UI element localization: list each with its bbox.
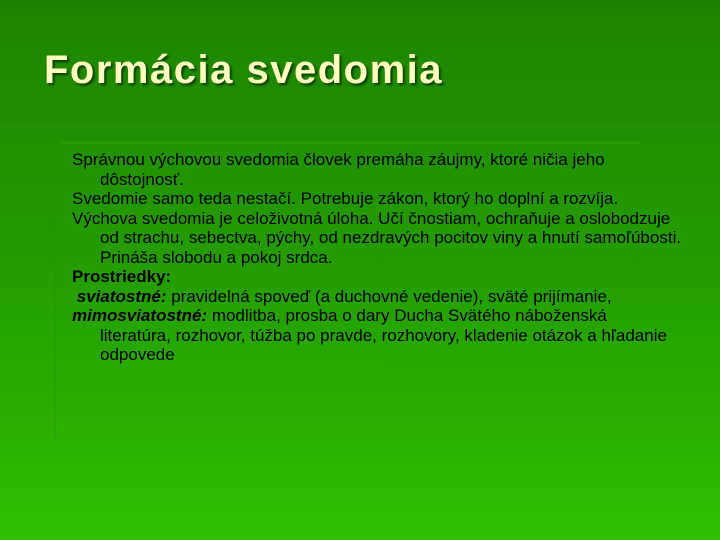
slide-title: Formácia svedomia — [44, 48, 443, 92]
means-item-sacramental — [72, 287, 682, 307]
means-item-non-sacramental — [72, 306, 682, 365]
paragraph: Svedomie samo teda nestačí. Potrebuje zákon, ktorý ho doplní a rozvíja. — [72, 189, 619, 208]
paragraph: Výchova svedomia je celoživotná úloha. Učí čnostiam, ochraňuje a oslobodzuje od strachu, sebectva, pýchy, od nezdravých pocitov viny a hnutí samoľúbosti. Prináša slobodu a pokoj srdca. — [72, 208, 682, 267]
means-text: pravidelná spoveď (a duchovné vedenie), sväté prijímanie, — [166, 286, 612, 306]
paragraph: Správnou výchovou svedomia človek premáha záujmy, ktoré ničia jeho dôstojnosť. — [72, 150, 605, 189]
means-term: mimosviatostné: — [72, 306, 208, 325]
means-heading: Prostriedky: — [72, 267, 172, 286]
slide-body — [72, 150, 682, 365]
means-text: modlitba, prosba o dary Ducha Svätého náboženská literatúra, rozhovor, túžba po pravde, rozhovory, kladenie otázok a hľadanie odpovede — [100, 306, 667, 364]
means-term: sviatostné: — [76, 286, 167, 306]
